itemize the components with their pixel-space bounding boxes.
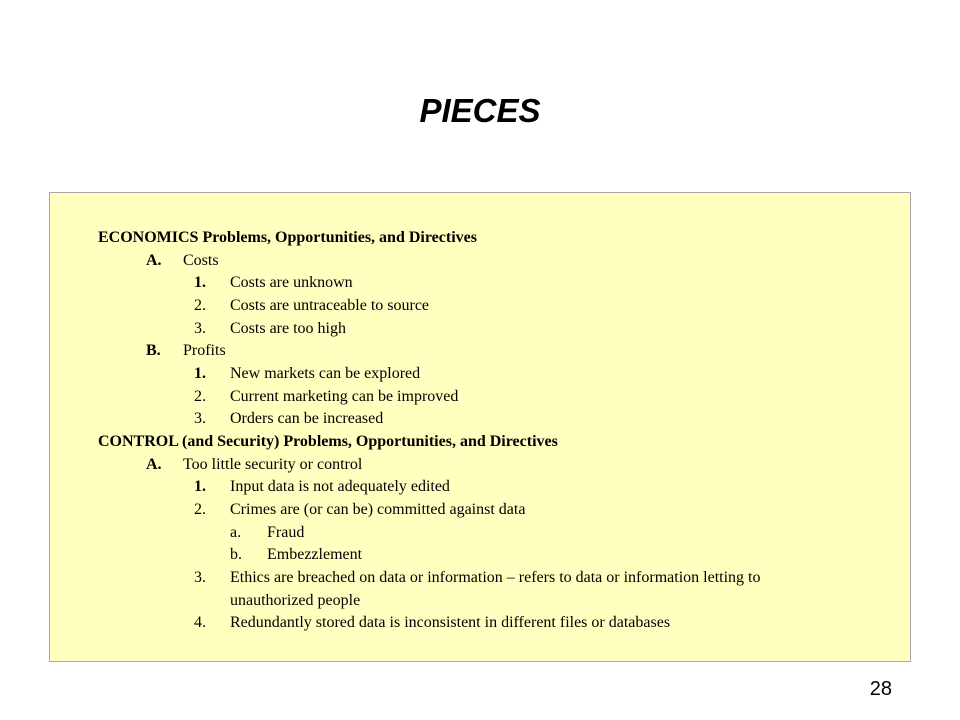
outline-subitem: [194, 296, 429, 316]
item-label: Costs: [183, 252, 219, 269]
outline-subitem: [194, 319, 346, 339]
item-text: Orders can be increased: [230, 410, 384, 427]
item-marker: b.: [230, 546, 242, 563]
outline-item-security: [146, 455, 362, 475]
item-label: Profits: [183, 342, 226, 359]
item-marker: 2.: [194, 297, 206, 314]
outline-subsubitem: [230, 545, 362, 565]
item-marker: 4.: [194, 614, 206, 631]
item-marker: a.: [230, 524, 242, 541]
outline-subitem: [194, 613, 670, 633]
item-text: Costs are too high: [230, 320, 346, 337]
item-marker: 2.: [194, 388, 206, 405]
item-marker: 3.: [194, 320, 206, 337]
slide-title: PIECES: [419, 92, 541, 129]
item-marker: 1.: [194, 365, 206, 382]
item-text: Costs are unknown: [230, 274, 353, 291]
item-text: New markets can be explored: [230, 365, 421, 382]
page-number: 28: [869, 678, 892, 700]
outline-subitem: [194, 568, 760, 588]
outline-item-costs: [146, 251, 219, 271]
item-text: Redundantly stored data is inconsistent in different files or databases: [230, 614, 671, 631]
item-text: Ethics are breached on data or information – refers to data or information letting to: [230, 569, 761, 586]
item-text: Fraud: [267, 524, 305, 541]
outline-subitem: [194, 387, 458, 407]
outline-subitem: [194, 409, 383, 429]
outline-subitem: [194, 273, 353, 293]
item-marker: 1.: [194, 274, 206, 291]
item-label: Too little security or control: [183, 456, 363, 473]
item-marker: 3.: [194, 410, 206, 427]
item-marker: A.: [146, 252, 162, 269]
item-text: Input data is not adequately edited: [230, 478, 450, 495]
outline-subitem-continuation: unauthorized people: [230, 592, 361, 609]
item-text: Costs are untraceable to source: [230, 297, 430, 314]
outline-subitem: [194, 364, 420, 384]
item-marker: 3.: [194, 569, 206, 586]
item-text: Crimes are (or can be) committed against data: [230, 501, 526, 518]
outline-subitem: [194, 477, 450, 497]
control-heading: CONTROL (and Security) Problems, Opportunities, and Directives: [98, 433, 558, 450]
item-marker: 1.: [194, 478, 206, 495]
outline-item-profits: [146, 341, 226, 361]
outline-subitem: [194, 500, 525, 520]
item-text: Current marketing can be improved: [230, 388, 459, 405]
item-text: Embezzlement: [267, 546, 363, 563]
outline-subsubitem: [230, 523, 304, 543]
economics-heading: ECONOMICS Problems, Opportunities, and Directives: [98, 229, 477, 246]
item-marker: B.: [146, 342, 161, 359]
item-marker: 2.: [194, 501, 206, 518]
item-marker: A.: [146, 456, 162, 473]
